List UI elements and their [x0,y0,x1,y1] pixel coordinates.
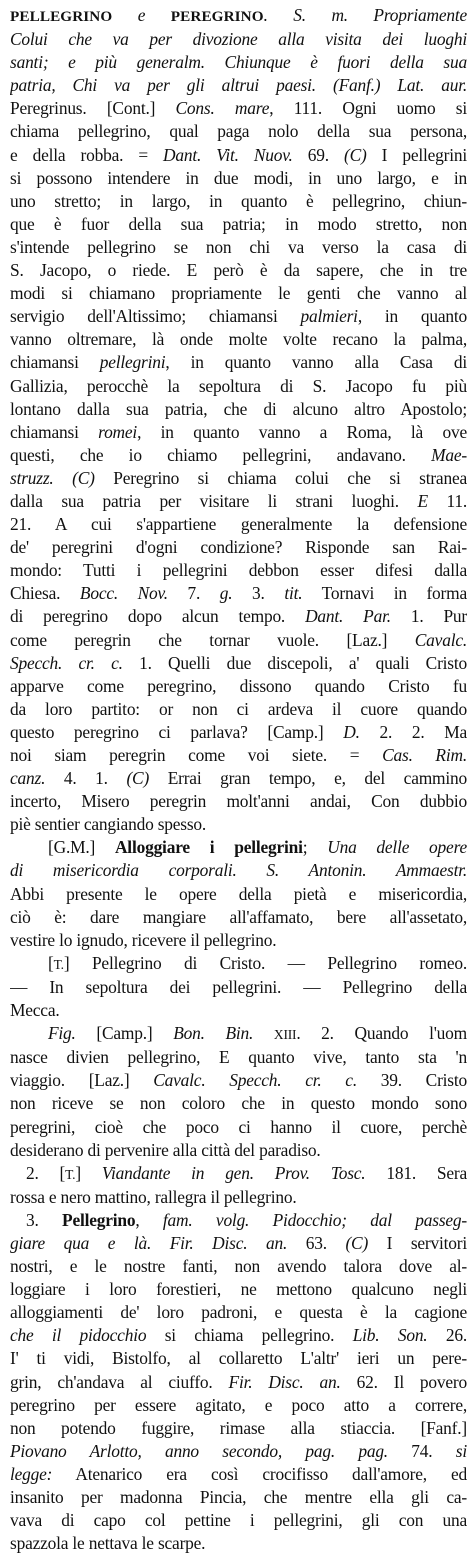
text-run: Peregrino si chiama colui che si stranea [94,467,467,488]
text-run: rossa e nero mattino, rallegra il pellegrino. [10,1186,297,1207]
text-run: (C) [72,467,95,488]
text-run: peregrino per essere agitato, e poco atto a correre, [10,1394,467,1415]
text-line [10,1116,467,1139]
text-line [10,1209,467,1232]
dictionary-entry-pellegrino [10,4,467,1555]
text-run: palmieri [300,306,358,327]
text-run: , 111. Ogni uomo si [269,98,467,119]
text-line [10,190,467,213]
text-line [10,1324,467,1347]
text-line [10,51,467,74]
text-run: Piovano Arlotto, anno secondo, pag. pag. [10,1440,388,1461]
text-run: T. [65,1166,76,1182]
text-run: Peregrinus. [Cont.] [10,98,176,119]
text-line [10,1347,467,1370]
text-run: legge: [10,1463,53,1484]
text-line [10,836,467,859]
text-line [10,906,467,929]
text-run: 39. Cristo [356,1070,467,1091]
text-run: romei [98,421,138,442]
text-run: Mae- [431,444,467,465]
text-line [10,328,467,351]
text-run: modi si chiamano propriamente le genti che vanno al [10,283,467,304]
text-run: g. [219,583,233,604]
text-line [10,375,467,398]
text-line [10,74,467,97]
text-run: — In sepoltura dei pellegrini. — Pellegrino della [10,976,467,997]
text-run: 2. 2. Ma [359,721,467,742]
text-run: si possono intendere in due modi, in uno largo, e in [10,167,467,188]
text-run: e della robba. = [10,144,164,165]
text-run: di peregrino dopo alcun tempo. [10,606,306,627]
text-run: giare qua e là. Fir. Disc. an. [10,1232,288,1253]
text-run: come peregrin che tornar vuole. [Laz.] [10,629,415,650]
text-run: PEREGRINO [170,8,264,25]
text-run: ; [302,837,328,858]
text-line [10,582,467,605]
text-line [10,421,467,444]
text-line [10,1394,467,1417]
text-line [10,675,467,698]
text-run: Cas. Rim. [382,745,467,765]
text-run: e [112,5,171,25]
text-run: (C) [345,1232,369,1253]
text-run: . 2. Quando l'uom [296,1023,467,1044]
text-run: apparve come peregrino, dissono quando Cristo fu [10,675,467,696]
text-run: nasce divien pellegrino, E quanto vive, tanto sta 'n [10,1047,467,1068]
text-run: , [135,1209,163,1230]
text-line [10,120,467,143]
text-line [10,351,467,374]
text-line [10,259,467,282]
text-line [10,952,467,976]
text-run: 1. Pur [390,606,467,627]
text-line [10,1532,467,1555]
text-run: si chiama pellegrino. [146,1325,353,1346]
text-run: Dant. Vit. Nuov. [163,144,293,165]
text-run: 3. [26,1209,63,1230]
text-line [10,1139,467,1162]
text-run: che il pidocchio [10,1325,147,1346]
text-run: 3. [232,583,285,604]
text-run: I servitori [368,1232,467,1253]
text-run: Bocc. Nov. [79,583,168,604]
text-run: 74. [387,1440,456,1461]
text-run: canz. [10,768,46,789]
text-run: piè sentier cangiando spesso. [10,814,207,835]
text-run: Dant. Par. [305,606,391,627]
text-run: Abbi presente le opere della pietà e misericordia, [10,883,467,904]
text-line [10,282,467,305]
text-run: Errai gran tempo, e, del cammino [149,768,467,789]
text-line [10,1486,467,1509]
text-run: , in quanto vanno alla Casa di [165,352,467,373]
text-line [10,28,467,51]
text-run: 1. Quelli due discepoli, a' quali Cristo [122,652,467,673]
text-run: vestire lo ignudo, ricevere il pellegrino. [10,929,277,950]
text-run: Fig. [48,1023,76,1044]
text-line [10,1232,467,1255]
text-run: Cons. mare [175,98,270,119]
text-run: santi; e più generalm. Chiunque è fuori della sua [10,52,467,73]
text-line [10,513,467,536]
text-run: si [455,1440,467,1461]
text-run: 62. Il povero [340,1371,467,1392]
text-run: ciò è: dare mangiare all'affamato, bere all'assetato, [10,906,467,927]
text-line [10,1417,467,1440]
text-run: Colui che va per divozione alla visita dei luoghi [10,29,467,50]
text-run: chiama pellegrino, qual paga nolo della sua persona, [10,121,467,142]
text-line [10,1301,467,1324]
text-run: 11. [427,490,467,511]
text-run: loggiare i loro forestieri, ne mettono qualcuno negli [10,1279,467,1300]
text-line [10,97,467,120]
text-line [10,1255,467,1278]
text-run: Specch. cr. c. [10,652,123,673]
text-run: Bon. Bin. [173,1023,254,1044]
text-line [10,467,467,490]
text-run: PELLEGRINO [10,8,113,25]
text-line [10,813,467,836]
text-run: 21. A cui s'appartiene generalmente la defensione [10,514,467,535]
text-run: [ [48,952,54,973]
text-run: 181. Sera [365,1162,467,1183]
text-run: fam. volg. Pidocchio; dal passeg- [162,1209,467,1230]
text-run: 7. [167,583,220,604]
text-run: dalla sua patria per visitare li strani luoghi. [10,490,418,511]
text-run: questi, che io chiamo pellegrini, andavano. [10,444,432,465]
text-run: (C) [344,144,367,165]
text-run: Pellegrino [62,1209,136,1230]
text-line [10,976,467,999]
text-run: [Camp.] [75,1023,174,1044]
text-run: Chiesa. [10,583,80,604]
text-run: grin, ch'andava al ciuffo. [10,1371,229,1392]
text-run: Atenarico era così crocifisso dall'amore, ed [52,1463,467,1484]
text-run: 26. [427,1325,467,1346]
text-run: (C) [126,768,150,789]
text-line [10,490,467,513]
text-run: Viandante in gen. Prov. Tosc. [101,1162,366,1183]
text-line [10,559,467,582]
text-run: E [417,490,428,511]
text-run: vava di capo col pettine i pellegrini, gli con una [10,1510,467,1531]
text-run [54,468,73,488]
text-run: [G.M.] [48,837,115,858]
text-run: ] [75,1162,102,1183]
text-run: que è fuor della sua patria; in modo stretto, non [10,213,467,234]
text-run: desiderano di pervenire alla città del paradiso. [10,1139,321,1160]
text-run: 69. [292,144,344,165]
text-run: non potendo fuggire, rimase alla stiaccia. [Fanf.] [10,1417,467,1438]
text-run: tit. [284,583,303,604]
text-run: Mecca. [10,1000,60,1021]
text-run: S. Jacopo, o riede. E però è da sapere, che in tre [10,260,467,281]
text-line [10,605,467,628]
text-run: di misericordia corporali. S. Antonin. Ammaestr. [10,860,467,881]
text-run: ] Pellegrino di Cristo. — Pellegrino romeo. [63,952,467,973]
text-run: Cavalc. Specch. cr. c. [153,1070,357,1091]
text-run: , in quanto [357,306,467,327]
text-run: 4. 1. [45,768,127,789]
text-run: de' peregrini d'ogni condizione? Risponde san Rai- [10,537,467,558]
text-line [10,883,467,906]
text-run: da loro partito: or non ci ardeva il cuore quando [10,698,467,719]
text-run: questo peregrino ci parlava? [Camp.] [10,721,344,742]
text-line [10,859,467,882]
text-run: Una delle opere [327,837,467,858]
text-run: Gallizia, perocchè la sepoltura di S. Jacopo fu più [10,375,467,396]
text-line [10,629,467,652]
text-run: Cavalc. [414,629,467,650]
text-run: Lib. Son. [352,1325,428,1346]
text-line [10,236,467,259]
text-run: , in quanto vanno a Roma, là ove [137,421,467,442]
text-line [10,1463,467,1486]
text-line [10,444,467,467]
text-run: Alloggiare i pellegrini [114,837,303,858]
text-line [10,1022,467,1046]
text-run: mondo: Tutti i pellegrini debbon esser difesi dalla [10,560,467,581]
text-run: pellegrini [99,352,166,373]
text-run: chiamansi [10,421,99,442]
text-run: 63. [287,1232,346,1253]
text-run: 2. [ [26,1162,66,1183]
text-line [10,999,467,1022]
text-line [10,721,467,744]
text-line [10,1092,467,1115]
text-run: patria, Chi va per gli altrui paesi. (Fanf.) Lat. aur. [10,75,467,96]
text-line [10,1371,467,1394]
text-run: spazzola le nettava le scarpe. [10,1533,206,1554]
text-run: uno stretto; in largo, in quanto è pellegrino, chiun- [10,190,467,211]
text-run: non riceve se non coloro che in questo mondo sono [10,1093,467,1114]
text-line [10,1046,467,1069]
text-run: s'intende pellegrino se non chi va verso la casa di [10,236,467,257]
text-line [10,1509,467,1532]
text-run: I' ti vidi, Bistolfo, al collaretto L'altr' ieri un pere- [10,1348,467,1369]
text-run: vanno oltremare, là onde molte volte recano la palma, [10,329,467,350]
text-line [10,1162,467,1186]
text-run: peregrini, cioè che poco ci hanno il cuore, perchè [10,1116,467,1137]
text-run: I pellegrini [366,144,467,165]
text-run: struzz. [10,467,54,488]
text-run: alloggiamenti de' loro padroni, e questa è la cagione [10,1302,467,1323]
text-line [10,398,467,421]
text-line [10,167,467,190]
text-line [10,4,467,28]
text-run: Fir. Disc. an. [228,1371,341,1392]
text-run: incerto, Misero peregrin molt'anni andai, Con dubbio [10,791,467,812]
text-run: viaggio. [Laz.] [10,1070,154,1091]
text-line [10,1069,467,1092]
text-line [10,1278,467,1301]
text-line [10,1440,467,1463]
text-run: noi siam peregrin come voi siete. = [10,745,383,765]
text-line [10,698,467,721]
text-line [10,144,467,167]
text-run: T. [53,956,64,972]
text-line [10,213,467,236]
text-line [10,1186,467,1209]
text-line [10,929,467,952]
text-run: XIII [273,1027,297,1043]
text-line [10,536,467,559]
text-run: Tornavi in forma [302,583,467,604]
text-run: . S. m. Propriamente [263,5,467,25]
text-line [10,652,467,675]
text-run: servigio dell'Altissimo; chiamansi [10,306,301,327]
text-line [10,767,467,790]
text-run: lontano dalla sua patria, che di alcuno altro Apostolo; [10,398,467,419]
text-run: chiamansi [10,352,100,373]
text-run: nostri, e le nostre fanti, non avendo talora dove al- [10,1256,467,1277]
text-line [10,744,467,767]
text-line [10,305,467,328]
text-run: insanito per madonna Pincia, che mentre ella gli ca- [10,1487,467,1507]
text-run [253,1023,274,1043]
text-line [10,790,467,813]
text-run: D. [343,721,360,742]
